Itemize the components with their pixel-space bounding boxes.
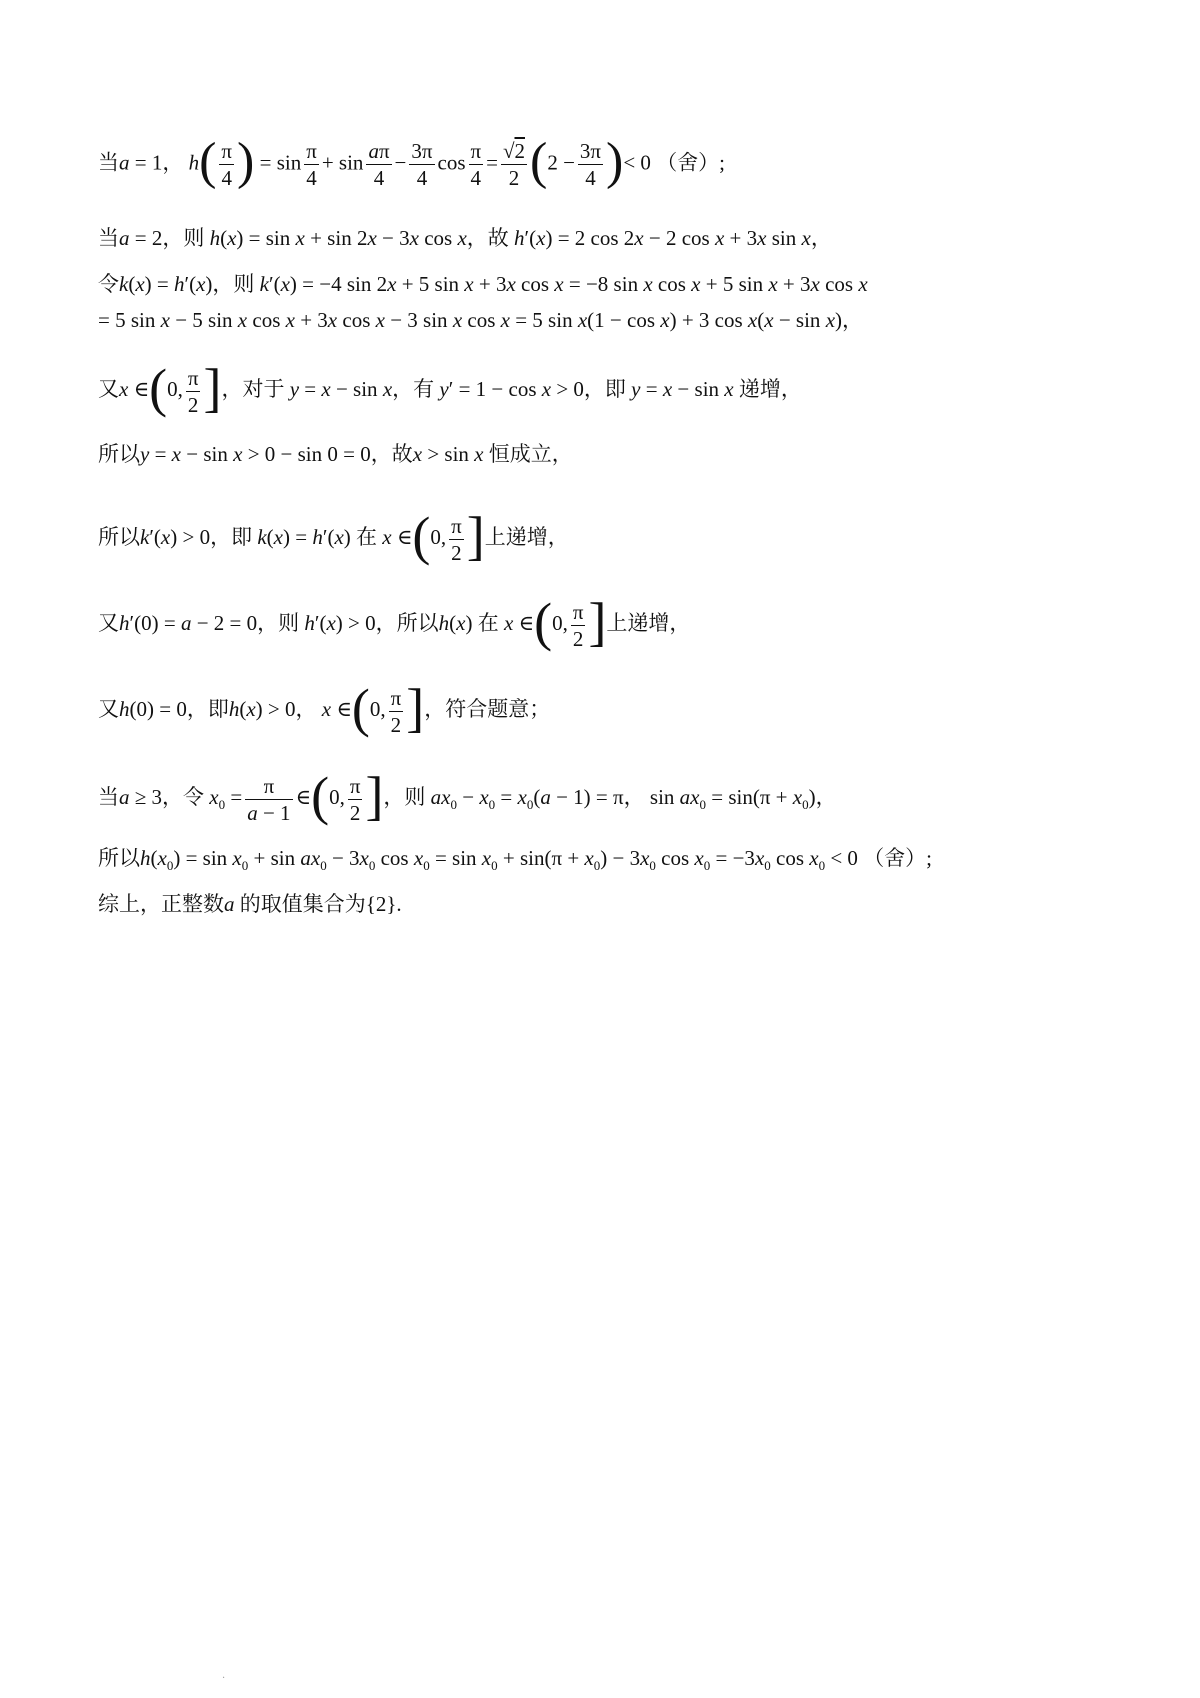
line-case-a-ge-3: 当a ≥ 3，令 $x_0$ = $\frac{\pi}{a - 1}$ ∈(0, $\frac{\pi}{2}$ ]，则 $ax_0 - x_0 = x_0(a - 1) = \pi$， $\sin ax_0 = \sin(\pi + x_0)$，	[98, 766, 837, 826]
line-contradiction: 所以$h(x_0) = \sin x_0 + \sin ax_0 - 3x_0$ $\cos x_0 = \sin x_0 + \sin(\pi + x_0) - 3x_0$ $\cos x_0 = -3x_0$ $\cos x_0 < 0$ （舍）;	[98, 846, 933, 873]
line-case-a2: 当a = 2，则 h(x) = sin x + sin 2x − 3x cos x，故 h′(x) = 2 cos 2x − 2 cos x + 3x sin x，	[98, 226, 832, 250]
line-interval-1: 又x ∈(0, $\frac{\pi}{2}$ ]，对于 y = x − sin x，有 y′ = 1 − cos x > 0，即 y = x − sin x 递增，	[98, 358, 802, 418]
footer-mark: .	[222, 1670, 226, 1681]
line-x-gt-sinx: 所以y = x − sin x > 0 − sin 0 = 0，故x > sin x 恒成立，	[98, 442, 573, 466]
line-define-k: 令k(x) = h′(x)，则 k′(x) = −4 sin 2x + 5 sin x + 3x cos x = −8 sin x cos x + 5 sin x + 3x cos x	[98, 272, 868, 296]
line-k-increasing: 所以k′(x) > 0，即 k(x) = h′(x) 在 x ∈(0, $\frac{\pi}{2}$ ]上递增，	[98, 506, 569, 566]
line-h-increasing: 又h′(0) = a − 2 = 0，则 h′(x) > 0，所以h(x) 在 x ∈(0, $\frac{\pi}{2}$ ]上递增，	[98, 592, 691, 652]
line-satisfies: 又h(0) = 0，即h(x) > 0， x ∈(0, $\frac{\pi}{2}$ ]，符合题意；	[98, 678, 551, 738]
line-case-a1: 当a = 1， h( $\frac{\pi}{4}$ ) = sin $\frac{\pi}{4}$ + sin $\frac{a\pi}{4}$ − $\frac{3\pi}{4}$ cos $\frac{\pi}{4}$ = $\frac{√2}{2}$ (2 − $\frac{3\pi}{4}$ )< 0 （舍）;	[98, 132, 726, 190]
line-conclusion: 综上，正整数a 的取值集合为{2}.	[98, 892, 402, 916]
line-k-derivative-cont: = 5 sin x − 5 sin x cos x + 3x cos x − 3 sin x cos x = 5 sin x(1 − cos x) + 3 cos x(x − sin x)，	[98, 308, 864, 332]
